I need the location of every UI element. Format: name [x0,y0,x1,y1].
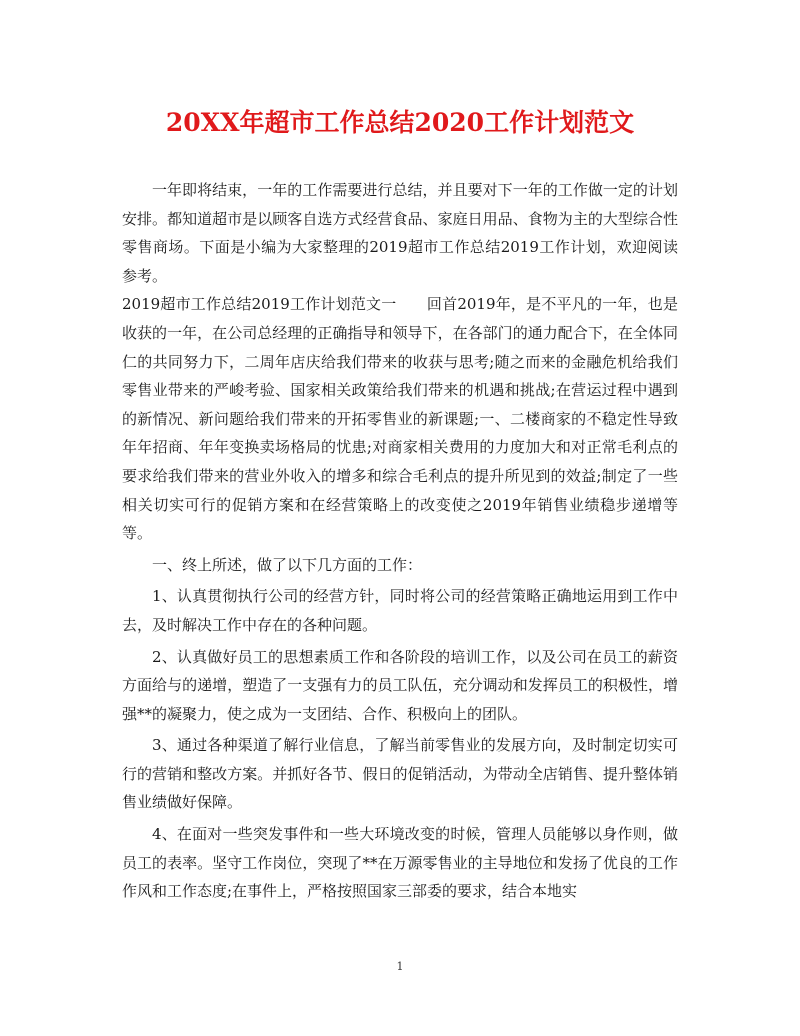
list-item-4: 4、在面对一些突发事件和一些大环境改变的时候，管理人员能够以身作则，做员工的表率。坚守工作岗位，突现了**在万源零售业的主导地位和发扬了优良的工作作风和工作态度;在事件上，严格按照国家三部委的要求，结合本地实 [122,825,678,901]
document-title: 20XX年超市工作总结2020工作计划范文 [165,108,635,137]
list-item-1: 1、认真贯彻执行公司的经营方针，同时将公司的经营策略正确地运用到工作中去，及时解决工作中存在的各种问题。 [122,587,678,634]
section-heading: 一、终上所述，做了以下几方面的工作： [152,555,423,574]
intro-paragraph: 一年即将结束，一年的工作需要进行总结，并且要对下一年的工作做一定的计划安排。都知道超市是以顾客自选方式经营食品、家庭日用品、食物为主的大型综合性零售商场。下面是小编为大家整理的2019超市工作总结2019工作计划，欢迎阅读参考。 [122,181,678,285]
document-body [122,176,678,906]
list-item-2: 2、认真做好员工的思想素质工作和各阶段的培训工作，以及公司在员工的薪资方面给与的递增，塑造了一支强有力的员工队伍，充分调动和发挥员工的积极性，增强**的凝聚力，使之成为一支团结、合作、积极向上的团队。 [122,647,678,723]
list-item-3: 3、通过各种渠道了解行业信息，了解当前零售业的发展方向，及时制定切实可行的营销和整改方案。并抓好各节、假日的促销活动，为带动全店销售、提升整体销售业绩做好保障。 [122,736,678,812]
summary-paragraph: 2019超市工作总结2019工作计划范文一 回首2019年，是不平凡的一年，也是收获的一年，在公司总经理的正确指导和领导下，在各部门的通力配合下，在全体同仁的共同努力下，二周年店庆给我们带来的收获与思考;随之而来的金融危机给我们零售业带来的严峻考验、国家相关政策给我们带来的机遇和挑战;在营运过程中遇到的新情况、新问题给我们带来的开拓零售业的新课题;一、二楼商家的不稳定性导致年年招商、年年变换卖场格局的忧患;对商家相关费用的力度加大和对正常毛利点的要求给我们带来的营业外收入的增多和综合毛利点的提升所见到的效益;制定了一些相关切实可行的促销方案和在经营策略上的改变使之2019年销售业绩稳步递增等等。 [122,295,678,543]
page-number: 1 [396,960,404,973]
